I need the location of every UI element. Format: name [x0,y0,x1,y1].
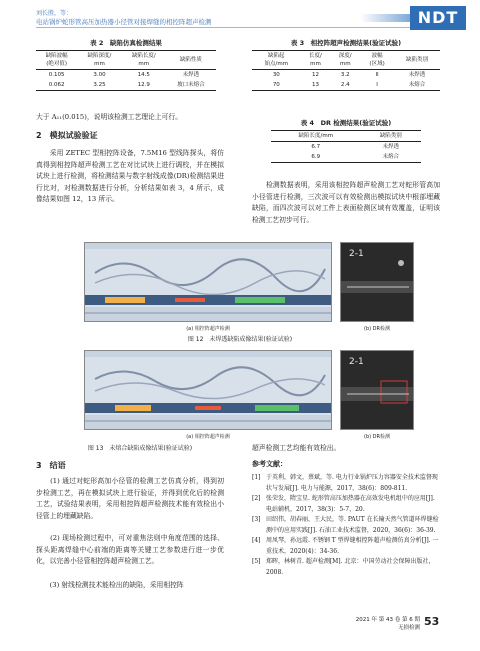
table-4-caption: 表 4 DR 检测结果(验证试验) [300,119,392,127]
section-3-title: 3 结语 [36,461,66,470]
reference-item: [4] 周凤琴，孙远霞. 不锈钢 T 型焊缝相控阵超声检测仿真分析[J]. 一重技术，2020(4)：34-36. [252,537,439,555]
figure-13-subcaption-a: (a) 相控阵超声检测 [186,434,230,440]
paragraph-analysis: 检测数据表明，采用该相控阵超声检测工艺对蛇形管高加小径管进行检测，三次波可以有效检测出模拟试块中根部埋藏缺陷，而四次波可以对工件上表面检测区域有效覆盖，证明该检测工艺初步可行。 [252,181,440,224]
table-4-header-cell: 缺陷类别 [379,133,402,139]
reference-item: [1] 于英利，韩文，蔡斌，等. 电力行业锅炉压力容器安全技术监督现状与发展[J]. 电力与能源，2017，38(6)：809-811. [252,474,438,492]
table-3-header-cell: 缺陷类别 [406,57,429,63]
table-2 [36,38,216,91]
paragraph-sec2: 采用 ZETEC 型相控阵设备，7.5M16 型线阵探头，将仿真得到相控阵超声检测工艺在对比试块上进行调校，并在模拟试块上进行检测，将检测结果与数字射线成像(DR)检测结果进行比对，对检测数据进行分析，分析结果如表 3，4 所示，成像结果如图 12，13 所示。 [36,149,224,203]
table-3-header-cell: 深度/ mm [338,53,352,67]
figure-13-subcaption-b: (b) DR检测 [364,434,390,440]
paragraph-continuation: 超声检测工艺均能有效检出。 [252,444,341,452]
header-divider [36,27,410,28]
reference-list [252,473,440,578]
figure-13-phased-array-image [84,350,332,430]
table-3-header-cell: 波幅 (区域) [369,53,385,67]
table-row: 0.105 3.00 14.5 未焊透 [48,72,200,78]
paragraph-conclusion-2: (2) 现场检测过程中，可对重焦法则中角度范围的选择、探头距离焊缝中心前端的距离等关键工艺参数进行进一步优化，以完善小径管相控阵超声检测工艺。 [36,534,224,565]
table-row: 0.062 3.25 12.9 坡口未熔合 [36,80,216,91]
reference-item: [2] 张荣发，隋宝星. 蛇形管高压加热器在高效发电机组中的应用[J]. 电站辅机，2017，38(3)：5-7，20. [252,495,435,513]
references-title: 参考文献： [252,460,287,468]
figure-13-caption: 图 13 未熔合缺陷成像结果(验证试验) [87,445,193,452]
figure-12-phased-array-image [84,242,332,322]
table-3-header-cell: 长度/ mm [309,53,322,67]
logo-gradient-bar [360,14,410,22]
table-2-header-cell: 缺陷深度/ mm [87,53,112,67]
paragraph-conclusion-sim: 大于 A₁₁(0.015)，说明该检测工艺理论上可行。 [36,113,183,121]
table-2-caption: 表 2 缺陷仿真检测结果 [90,39,162,47]
table-row: 6.9 未熔合 [271,152,421,163]
table-3 [252,38,440,91]
running-authors: 刘长胜，等： [36,10,73,17]
table-3-grid [252,50,440,91]
table-4-header-cell: 缺陷长度/mm [298,133,334,139]
journal-logo: NDT [410,6,466,30]
paragraph-conclusion-1: (1) 通过对蛇形高加小径管的检测工艺仿真分析，得到初步检测工艺，再在模拟试块上进行验证，并得到优化后的检测工艺，试验结果表明，采用相控阵超声检测技术能有效检出小径管上的埋藏缺陷。 [36,477,224,520]
table-2-grid [36,50,216,91]
paragraph-conclusion-3: (3) 射线检测技术能检出的缺陷，采用相控阵 [36,581,184,589]
table-2-header-cell: 缺陷长度/ mm [131,53,156,67]
table-row: 30 12 3.2 II 未焊透 [272,72,426,78]
figure-12-subcaption-b: (b) DR检测 [364,326,390,332]
table-2-header-cell: 缺陷波幅 (绝对值) [45,53,68,67]
figure-13-dr-image [340,350,414,430]
table-3-header-cell: 缺陷起 始点/mm [264,53,289,67]
footer-issue: 2021 年 第 43 卷 第 6 期 无损检测 [355,617,420,631]
table-2-header-cell: 缺陷性质 [179,57,202,63]
table-4-grid [271,130,421,163]
reference-item: [3] 田绍伟，胡春丽，王大民，等. PAUT 在长输天然气管道环焊缝检测中的应用实践[J]. 石油工业技术监督，2020，36(6)：36-39. [252,516,439,534]
page-number: 53 [424,615,440,628]
figure-12-subcaption-a: (a) 相控阵超声检测 [186,326,230,332]
table-row: 70 13 2.4 I 未熔合 [252,80,440,91]
dr-plate-label: 2-1 [349,249,364,259]
figure-12-caption: 图 12 未焊透缺陷成像结果(验证试验) [187,336,293,343]
reference-item: [5] 郑晖，林树青. 超声检测[M]. 北京：中国劳动社会保障出版社，2008. [252,558,435,576]
section-2-title: 2 模拟试验验证 [36,131,98,140]
running-title: 电站锅炉蛇形管高压加热器小径管对接焊缝的相控阵超声检测 [36,18,212,26]
dr-plate-label: 2-1 [349,357,364,367]
table-4 [252,118,440,163]
table-row: 6.7 未焊透 [311,144,400,150]
figure-12-dr-image [340,242,414,322]
table-3-caption: 表 3 相控阵超声检测结果(验证试验) [290,39,402,47]
